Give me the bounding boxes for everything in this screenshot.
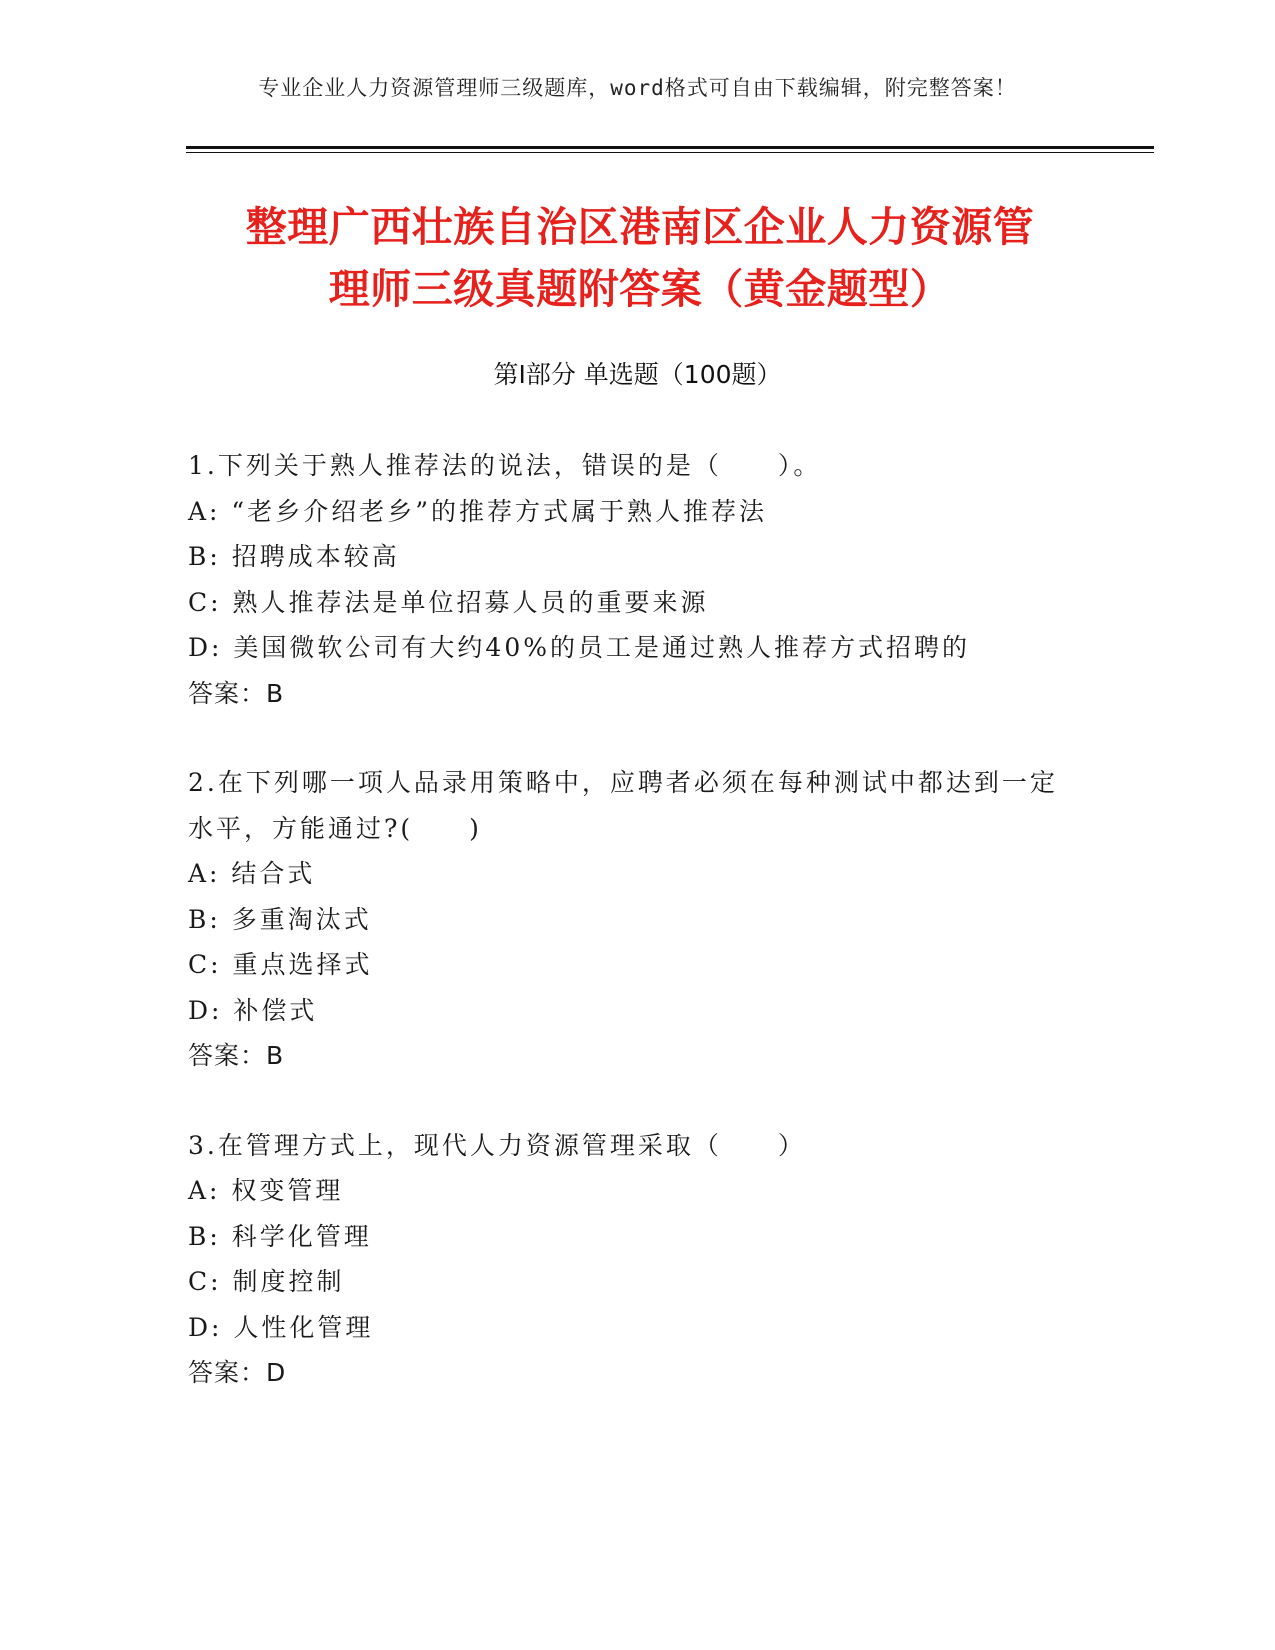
question-stem: 2.在下列哪一项人品录用策略中，应聘者必须在每种测试中都达到一定水平，方能通过?( ) <box>188 768 1058 843</box>
document-title-line-2: 理师三级真题附答案（黄金题型） <box>328 265 952 313</box>
answer-line: 答案：B <box>188 1041 285 1070</box>
question-2 <box>188 760 1088 1079</box>
header-divider-thin <box>186 152 1154 153</box>
answer-line: 答案：D <box>188 1358 287 1387</box>
header-divider-thick <box>186 146 1154 149</box>
option-d: D: 补偿式 <box>188 995 318 1025</box>
question-3 <box>188 1123 1088 1396</box>
question-list <box>188 443 1088 1440</box>
option-b: B: 多重淘汰式 <box>188 904 372 934</box>
option-a: A: 权变管理 <box>188 1176 344 1205</box>
option-d: D: 人性化管理 <box>188 1312 374 1342</box>
option-b: B: 招聘成本较高 <box>188 542 400 571</box>
question-stem: 1.下列关于熟人推荐法的说法，错误的是（ ）。 <box>188 451 822 480</box>
section-heading: 第Ⅰ部分 单选题（100题） <box>493 360 782 389</box>
option-d: D: 美国微软公司有大约40%的员工是通过熟人推荐方式招聘的 <box>188 633 970 662</box>
document-title-line-1: 整理广西壮族自治区港南区企业人力资源管 <box>245 203 1035 251</box>
option-a: A: “老乡介绍老乡”的推荐方式属于熟人推荐法 <box>188 496 767 526</box>
option-b: B: 科学化管理 <box>188 1221 372 1251</box>
option-c: C: 制度控制 <box>188 1267 345 1296</box>
document-title <box>190 196 1090 320</box>
option-c: C: 熟人推荐法是单位招募人员的重要来源 <box>188 587 709 617</box>
question-stem: 3.在管理方式上，现代人力资源管理采取（ ） <box>188 1130 806 1160</box>
question-1 <box>188 443 1088 716</box>
option-c: C: 重点选择式 <box>188 950 373 979</box>
option-a: A: 结合式 <box>188 859 316 888</box>
page-header: 专业企业人力资源管理师三级题库，word格式可自由下载编辑，附完整答案！ <box>258 76 1017 100</box>
answer-line: 答案：B <box>188 678 285 708</box>
